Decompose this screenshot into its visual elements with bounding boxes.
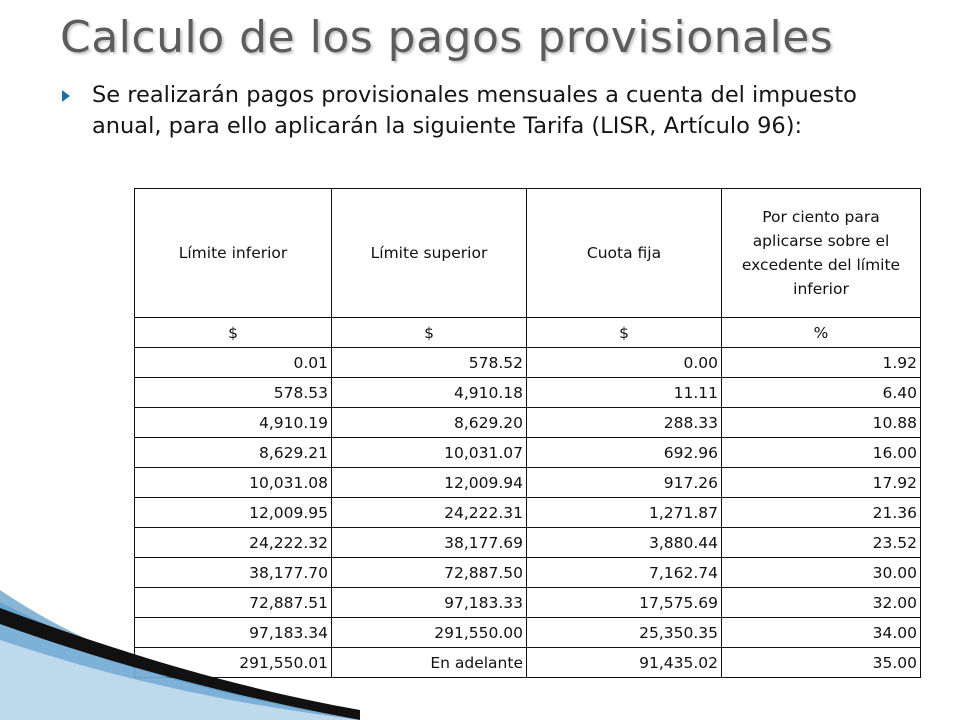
table-cell: 17,575.69 <box>527 588 722 618</box>
triangle-bullet-icon <box>62 90 70 102</box>
table-cell: 8,629.21 <box>135 438 332 468</box>
table-cell: 21.36 <box>722 498 921 528</box>
table-cell: 35.00 <box>722 648 921 678</box>
header-limite-superior: Límite superior <box>332 189 527 318</box>
bullet-text: Se realizarán pagos provisionales mensuales a cuenta del impuesto anual, para ello aplicarán la siguiente Tarifa (LISR, Artículo 96): <box>92 82 857 139</box>
unit-cell: $ <box>135 318 332 348</box>
table-cell: 578.52 <box>332 348 527 378</box>
table-header-row <box>135 189 921 318</box>
slide-title: Calculo de los pagos provisionales <box>60 12 834 63</box>
table-row <box>135 378 921 408</box>
table-cell: 34.00 <box>722 618 921 648</box>
unit-cell: $ <box>332 318 527 348</box>
table-cell: 72,887.50 <box>332 558 527 588</box>
table-cell: 10,031.08 <box>135 468 332 498</box>
table-cell: 12,009.95 <box>135 498 332 528</box>
table-cell: 0.01 <box>135 348 332 378</box>
table-row <box>135 348 921 378</box>
table-cell: 10.88 <box>722 408 921 438</box>
units-row <box>135 318 921 348</box>
header-por-ciento: Por ciento para aplicarse sobre el excedente del límite inferior <box>722 189 921 318</box>
unit-cell: $ <box>527 318 722 348</box>
table-cell: 24,222.32 <box>135 528 332 558</box>
table-cell: 578.53 <box>135 378 332 408</box>
table-cell: 291,550.01 <box>135 648 332 678</box>
table-cell: 97,183.33 <box>332 588 527 618</box>
table-cell: 917.26 <box>527 468 722 498</box>
table-cell: En adelante <box>332 648 527 678</box>
table-row <box>135 408 921 438</box>
table-cell: 1.92 <box>722 348 921 378</box>
table-cell: 38,177.70 <box>135 558 332 588</box>
unit-cell: % <box>722 318 921 348</box>
table-cell: 291,550.00 <box>332 618 527 648</box>
decorative-wave <box>0 590 360 720</box>
table-row <box>135 468 921 498</box>
table-cell: 24,222.31 <box>332 498 527 528</box>
header-cuota-fija: Cuota fija <box>527 189 722 318</box>
table-cell: 3,880.44 <box>527 528 722 558</box>
table-cell: 30.00 <box>722 558 921 588</box>
table-cell: 17.92 <box>722 468 921 498</box>
table-cell: 1,271.87 <box>527 498 722 528</box>
table-cell: 91,435.02 <box>527 648 722 678</box>
table-cell: 4,910.18 <box>332 378 527 408</box>
table-cell: 8,629.20 <box>332 408 527 438</box>
table-cell: 288.33 <box>527 408 722 438</box>
bullet-item <box>62 80 922 142</box>
table-cell: 97,183.34 <box>135 618 332 648</box>
table-cell: 4,910.19 <box>135 408 332 438</box>
table-cell: 0.00 <box>527 348 722 378</box>
table-cell: 11.11 <box>527 378 722 408</box>
table-cell: 12,009.94 <box>332 468 527 498</box>
table-cell: 23.52 <box>722 528 921 558</box>
table-cell: 692.96 <box>527 438 722 468</box>
table-row <box>135 528 921 558</box>
table-cell: 25,350.35 <box>527 618 722 648</box>
table-cell: 16.00 <box>722 438 921 468</box>
table-cell: 72,887.51 <box>135 588 332 618</box>
table-cell: 38,177.69 <box>332 528 527 558</box>
table-row <box>135 438 921 468</box>
table-row <box>135 558 921 588</box>
table-cell: 10,031.07 <box>332 438 527 468</box>
header-limite-inferior: Límite inferior <box>135 189 332 318</box>
table-cell: 6.40 <box>722 378 921 408</box>
table-cell: 7,162.74 <box>527 558 722 588</box>
table-cell: 32.00 <box>722 588 921 618</box>
table-row <box>135 498 921 528</box>
